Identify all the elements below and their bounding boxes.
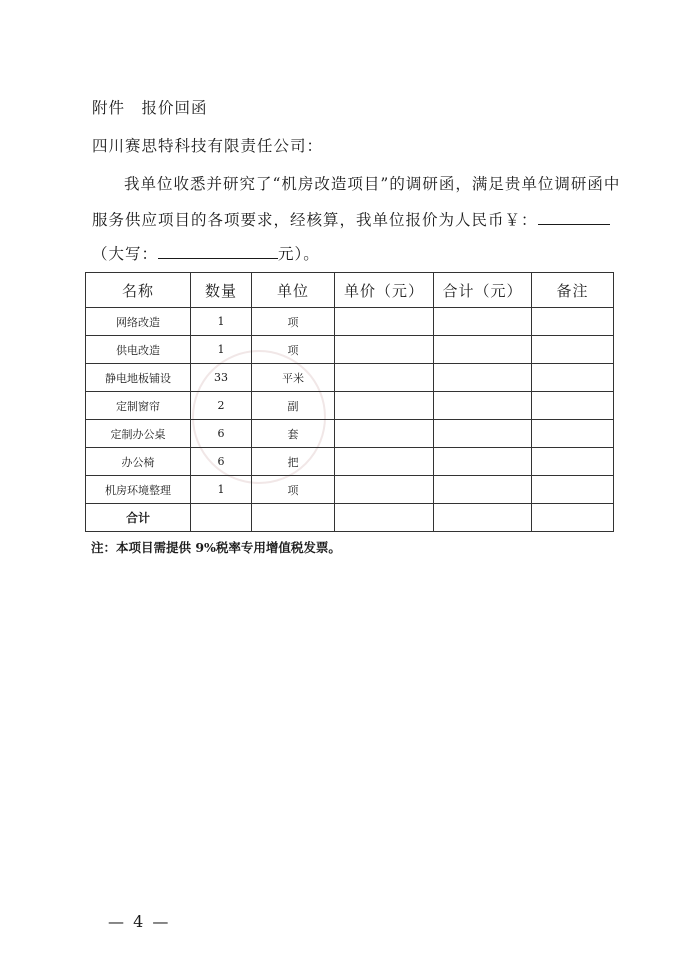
cell-name: 办公椅	[86, 448, 191, 476]
cell-quantity: 1	[191, 308, 252, 336]
cell-name: 供电改造	[86, 336, 191, 364]
total-cell	[335, 504, 434, 532]
total-cell	[191, 504, 252, 532]
table-row	[86, 448, 614, 476]
cell-quantity: 6	[191, 420, 252, 448]
cell-quantity: 1	[191, 476, 252, 504]
cell-unit-price	[335, 364, 434, 392]
cell-name: 定制办公桌	[86, 420, 191, 448]
cell-name: 静电地板铺设	[86, 364, 191, 392]
cell-unit: 项	[252, 308, 335, 336]
table-row	[86, 308, 614, 336]
cell-remark	[532, 336, 614, 364]
cell-unit: 项	[252, 336, 335, 364]
table-row	[86, 392, 614, 420]
header-unit: 单位	[252, 273, 335, 308]
attachment-heading: 附件 报价回函	[92, 99, 208, 117]
cell-unit: 副	[252, 392, 335, 420]
body-line-1: 我单位收悉并研究了“机房改造项目”的调研函，满足贵单位调研函中	[124, 175, 621, 193]
uppercase-amount-blank	[158, 244, 278, 259]
cell-unit: 项	[252, 476, 335, 504]
cell-remark	[532, 476, 614, 504]
cell-unit-price	[335, 308, 434, 336]
body-line-3-prefix: （大写：	[92, 245, 159, 263]
header-quantity: 数量	[191, 273, 252, 308]
total-cell	[532, 504, 614, 532]
cell-remark	[532, 364, 614, 392]
cell-name: 定制窗帘	[86, 392, 191, 420]
cell-subtotal	[434, 364, 532, 392]
body-line-2-text: 服务供应项目的各项要求，经核算，我单位报价为人民币￥：	[92, 211, 538, 229]
cell-subtotal	[434, 336, 532, 364]
recipient-line: 四川赛思特科技有限责任公司：	[92, 137, 324, 155]
cell-unit-price	[335, 448, 434, 476]
cell-unit: 套	[252, 420, 335, 448]
header-name: 名称	[86, 273, 191, 308]
total-cell	[434, 504, 532, 532]
cell-name: 机房环境整理	[86, 476, 191, 504]
table-total-row	[86, 504, 614, 532]
body-line-3	[92, 242, 320, 264]
cell-unit-price	[335, 476, 434, 504]
page-number: — 4 —	[108, 912, 171, 931]
cell-quantity: 1	[191, 336, 252, 364]
table-header-row	[86, 273, 614, 308]
header-unit-price: 单价（元）	[335, 273, 434, 308]
cell-name: 网络改造	[86, 308, 191, 336]
price-blank	[538, 210, 610, 225]
table-row	[86, 336, 614, 364]
table-row	[86, 476, 614, 504]
cell-unit-price	[335, 392, 434, 420]
cell-quantity: 6	[191, 448, 252, 476]
quote-table	[85, 272, 614, 532]
cell-remark	[532, 392, 614, 420]
cell-unit-price	[335, 420, 434, 448]
cell-unit: 把	[252, 448, 335, 476]
cell-remark	[532, 420, 614, 448]
body-line-2	[92, 208, 610, 230]
cell-quantity: 2	[191, 392, 252, 420]
invoice-note: 注：本项目需提供 9%税率专用增值税发票。	[91, 540, 341, 555]
header-remark: 备注	[532, 273, 614, 308]
total-cell	[252, 504, 335, 532]
cell-subtotal	[434, 476, 532, 504]
cell-unit: 平米	[252, 364, 335, 392]
header-subtotal: 合计（元）	[434, 273, 532, 308]
cell-subtotal	[434, 448, 532, 476]
cell-subtotal	[434, 420, 532, 448]
total-label: 合计	[86, 504, 191, 532]
cell-unit-price	[335, 336, 434, 364]
body-line-3-suffix: 元）。	[278, 245, 320, 263]
cell-remark	[532, 308, 614, 336]
cell-remark	[532, 448, 614, 476]
cell-quantity: 33	[191, 364, 252, 392]
cell-subtotal	[434, 308, 532, 336]
table-row	[86, 420, 614, 448]
table-row	[86, 364, 614, 392]
cell-subtotal	[434, 392, 532, 420]
